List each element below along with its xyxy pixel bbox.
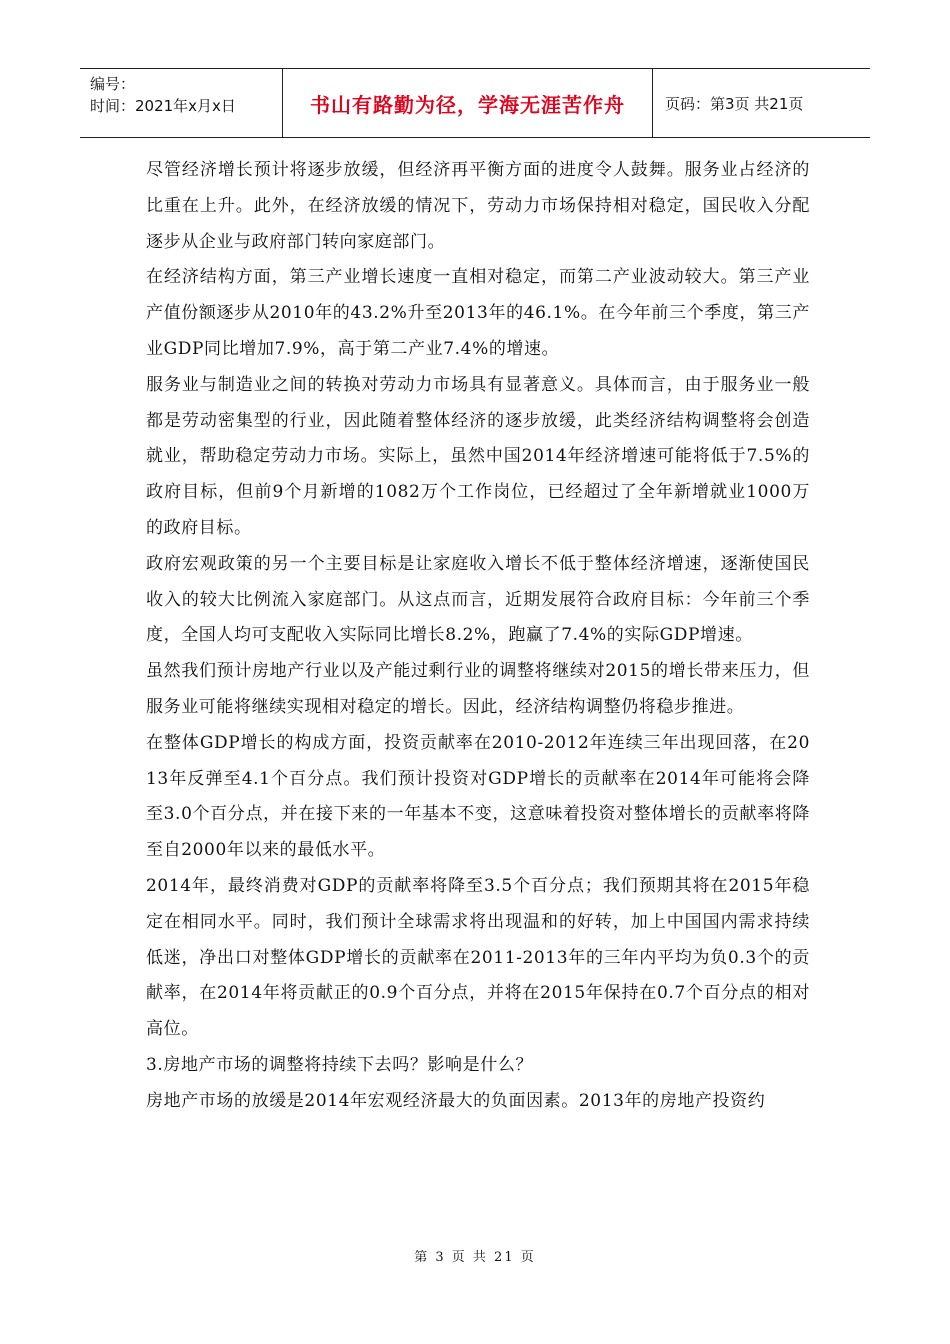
paragraph: 在整体GDP增长的构成方面，投资贡献率在2010-2012年连续三年出现回落，在2013年反弹至4.1个百分点。我们预计投资对GDP增长的贡献率在2014年可能将会降至3.0个百分点，并在接下来的一年基本不变，这意味着投资对整体增长的贡献率将降至自2000年以来的最低水平。 xyxy=(146,732,811,861)
header-page-code: 页码：第3页 共21页 xyxy=(665,94,804,113)
header-meta xyxy=(80,69,283,137)
paragraph: 服务业与制造业之间的转换对劳动力市场具有显著意义。具体而言，由于服务业一般都是劳动密集型的行业，因此随着整体经济的逐步放缓，此类经济结构调整将会创造就业，帮助稳定劳动力市场。实际上，虽然中国2014年经济增速可能将低于7.5%的政府目标，但前9个月新增的1082万个工作岗位，已经超过了全年新增就业1000万的政府目标。 xyxy=(146,374,810,538)
header-motto-cell xyxy=(283,69,653,137)
paragraph: 在经济结构方面，第三产业增长速度一直相对稳定，而第二产业波动较大。第三产业产值份额逐步从2010年的43.2%升至2013年的46.1%。在今年前三个季度，第三产业GDP同比增加7.9%，高于第二产业7.4%的增速。 xyxy=(146,267,810,359)
document-number-label: 编号： xyxy=(90,75,136,93)
paragraph: 虽然我们预计房地产行业以及产能过剩行业的调整将继续对2015的增长带来压力，但服务业可能将继续实现相对稳定的增长。因此，经济结构调整仍将稳步推进。 xyxy=(146,661,810,717)
page-header xyxy=(80,68,870,138)
paragraph: 尽管经济增长预计将逐步放缓，但经济再平衡方面的进度令人鼓舞。服务业占经济的比重在上升。此外，在经济放缓的情况下，劳动力市场保持相对稳定，国民收入分配逐步从企业与政府部门转向家庭部门。 xyxy=(146,160,810,252)
paragraph: 房地产市场的放缓是2014年宏观经济最大的负面因素。2013年的房地产投资约 xyxy=(146,1090,766,1111)
page-footer: 第 3 页 共 21 页 xyxy=(414,1250,536,1265)
header-motto: 书山有路勤为径，学海无涯苦作舟 xyxy=(310,92,625,117)
paragraph: 2014年，最终消费对GDP的贡献率将降至3.5个百分点；我们预期其将在2015年稳定在相同水平。同时，我们预计全球需求将出现温和的好转，加上中国国内需求持续低迷，净出口对整体GDP增长的贡献率在2011-2013年的三年内平均为负0.3个的贡献率，在2014年将贡献正的0.9个百分点，并将在2015年保持在0.7个百分点的相对高位。 xyxy=(146,875,810,1040)
section-heading: 3.房地产市场的调整将持续下去吗？影响是什么？ xyxy=(146,1054,534,1075)
paragraph: 政府宏观政策的另一个主要目标是让家庭收入增长不低于整体经济增速，逐渐使国民收入的较大比例流入家庭部门。从这点而言，近期发展符合政府目标：今年前三个季度，全国人均可支配收入实际同比增长8.2%，跑赢了7.4%的实际GDP增速。 xyxy=(146,553,810,646)
document-body xyxy=(146,153,810,1120)
document-date: 时间：2021年x月x日 xyxy=(90,97,236,115)
